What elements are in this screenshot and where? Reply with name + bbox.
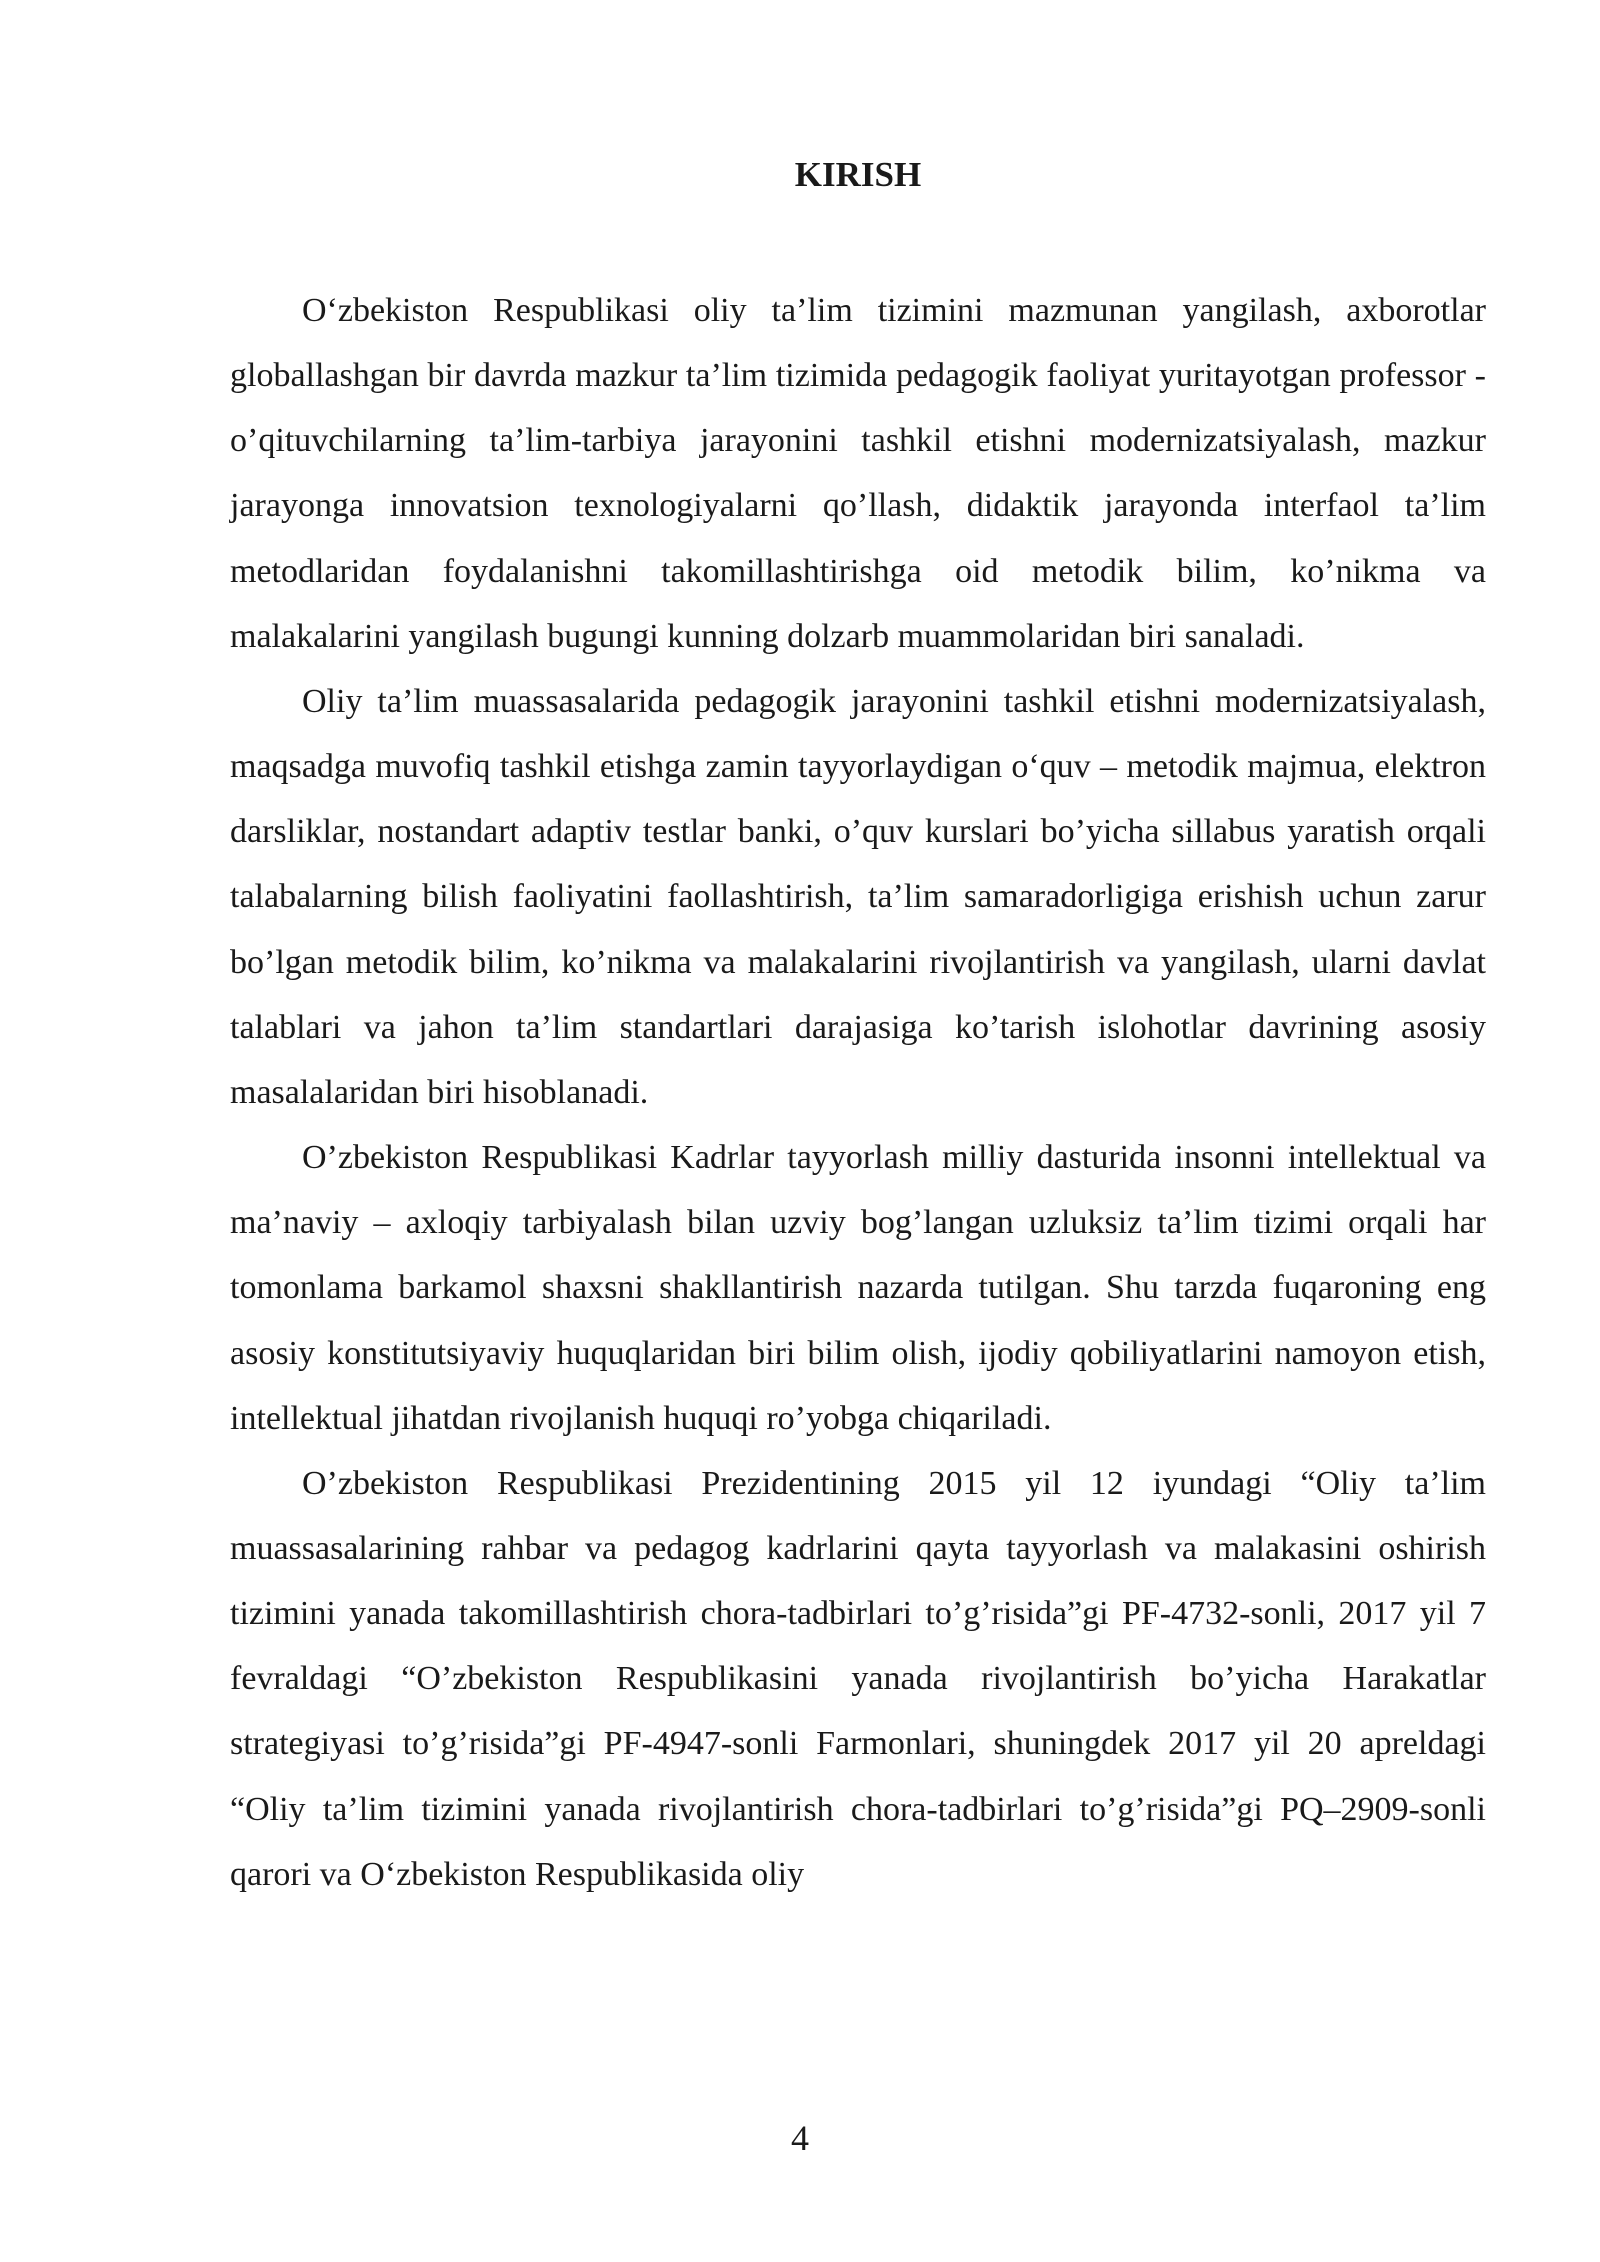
page-title: KIRISH [794, 155, 922, 194]
paragraph-2: Oliy ta’lim muassasalarida pedagogik jarayonini tashkil etishni modernizatsiyalash, maqsadga muvofiq tashkil etishga zamin tayyorlaydigan o‘quv – metodik majmua, elektron darsliklar, nostandart adaptiv testlar banki, o’quv kurslari bo’yicha sillabus yaratish orqali talabalarning bilish faoliyatini faollashtirish, ta’lim samaradorligiga erishish uchun zarur bo’lgan metodik bilim, ko’nikma va malakalarini rivojlantirish va yangilash, ularni davlat talablari va jahon ta’lim standartlari darajasiga ko’tarish islohotlar davrining asosiy masalalaridan biri hisoblanadi. [230, 682, 1486, 1111]
paragraph-1: O‘zbekiston Respublikasi oliy ta’lim tizimini mazmunan yangilash, axborotlar globallashgan bir davrda mazkur ta’lim tizimida pedagogik faoliyat yuritayotgan professor -o’qituvchilarning ta’lim-tarbiya jarayonini tashkil etishni modernizatsiyalash, mazkur jarayonga innovatsion texnologiyalarni qo’llash, didaktik jarayonda interfaol ta’lim metodlaridan foydalanishni takomillashtirishga oid metodik bilim, ko’nikma va malakalarini yangilash bugungi kunning dolzarb muammolaridan biri sanaladi. [230, 292, 1486, 655]
paragraph-4: O’zbekiston Respublikasi Prezidentining 2015 yil 12 iyundagi “Oliy ta’lim muassasalarining rahbar va pedagog kadrlarini qayta tayyorlash va malakasini oshirish tizimini yanada takomillashtirish chora-tadbirlari to’g’risida”gi PF-4732-sonli, 2017 yil 7 fevraldagi “O’zbekiston Respublikasini yanada rivojlantirish bo’yicha Harakatlar strategiyasi to’g’risida”gi PF-4947-sonli Farmonlari, shuningdek 2017 yil 20 apreldagi “Oliy ta’lim tizimini yanada rivojlantirish chora-tadbirlari to’g’risida”gi PQ–2909-sonli qarori va O‘zbekiston Respublikasida oliy [230, 1464, 1486, 1893]
page-number: 4 [791, 2118, 809, 2158]
body-text [230, 278, 1486, 1907]
paragraph-3: O’zbekiston Respublikasi Kadrlar tayyorlash milliy dasturida insonni intellektual va ma’naviy – axloqiy tarbiyalash bilan uzviy bog’langan uzluksiz ta’lim tizimi orqali har tomonlama barkamol shaxsni shakllantirish nazarda tutilgan. Shu tarzda fuqaroning eng asosiy konstitutsiyaviy huquqlaridan biri bilim olish, ijodiy qobiliyatlarini namoyon etish, intellektual jihatdan rivojlanish huquqi ro’yobga chiqariladi. [230, 1139, 1486, 1437]
